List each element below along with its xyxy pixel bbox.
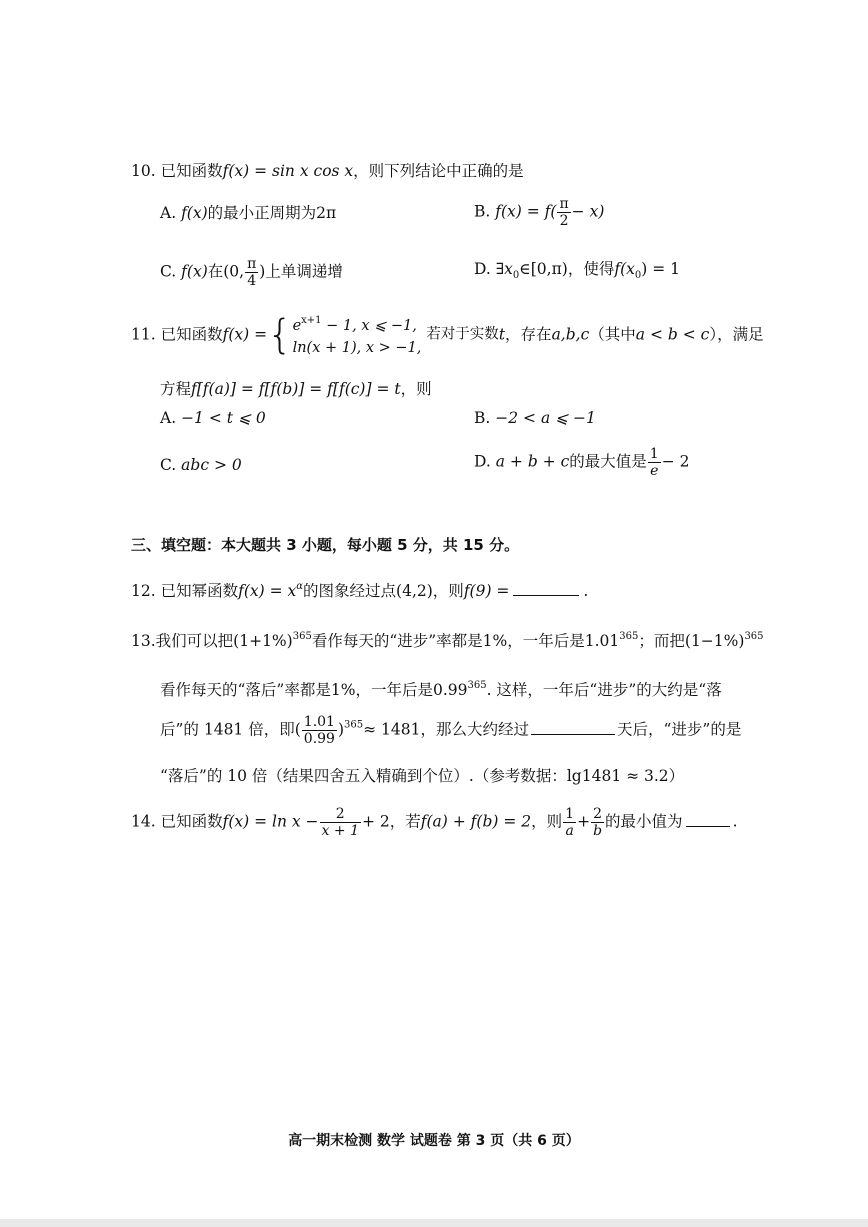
fraction-2 <box>563 806 576 839</box>
option-label: D. <box>474 260 491 278</box>
subscript: 0 <box>512 270 520 281</box>
superscript: α <box>296 581 304 592</box>
question-number: 13. <box>131 632 156 650</box>
option-math: −2 < a ⩽ −1 <box>495 409 596 427</box>
q14-text-2: + 2，若 <box>361 812 421 831</box>
piecewise-cases <box>293 310 422 359</box>
page-footer: 高一期末检测 数学 试题卷 第 3 页（共 6 页） <box>288 1133 580 1149</box>
superscript: 365 <box>744 631 764 642</box>
answer-blank[interactable] <box>686 812 730 827</box>
answer-blank[interactable] <box>513 581 579 596</box>
superscript: 365 <box>467 680 487 691</box>
option-math-2: f(x <box>614 260 635 278</box>
fraction <box>557 196 570 229</box>
fraction-3 <box>591 806 604 839</box>
option-text: 的最大值是 <box>569 452 647 471</box>
option-math-end: − 2 <box>661 452 690 471</box>
q12-text-3: ，则 <box>432 582 464 600</box>
fraction-numerator: 1.01 <box>303 714 335 730</box>
q11-equation: f[f(a)] = f[f(b)] = f[f(c)] = t <box>191 380 401 398</box>
q12-text-2: 的图象经过点 <box>303 582 397 600</box>
q14-function: f(x) = ln x − <box>222 812 319 831</box>
q13-expr-4: 0.99 <box>432 681 468 699</box>
q11-text: 已知函数 <box>160 325 223 344</box>
q10-stem <box>131 160 524 182</box>
option-text: ∈[0,π)，使得 <box>519 260 615 278</box>
q14 <box>131 806 738 839</box>
q13-text-7: ≈ 1481，那么大约经过 <box>363 720 529 739</box>
q11-option-b <box>474 407 596 429</box>
q13-text-6: 后”的 1481 倍，即 <box>160 720 295 739</box>
superscript: 365 <box>292 631 312 642</box>
superscript: 365 <box>619 631 639 642</box>
superscript: 365 <box>344 719 364 731</box>
q11-text-4: （其中 <box>589 325 636 344</box>
option-label: B. <box>474 409 491 427</box>
option-text-end: )上单调递增 <box>259 262 343 281</box>
q13-text-5: . 这样，一年后“进步”的大约是“落 <box>486 681 722 699</box>
q11-var-t: t <box>498 325 506 344</box>
answer-blank[interactable] <box>531 720 615 735</box>
q13-text: 我们可以把 <box>155 632 234 650</box>
option-math: f(x) <box>181 204 208 222</box>
q12-f9: f(9) = <box>463 582 510 600</box>
q10-option-d <box>474 258 680 287</box>
q10-function: f(x) = sin x cos x <box>222 162 354 180</box>
fraction-denominator: 4 <box>247 273 257 289</box>
q12-point: (4,2) <box>396 582 433 600</box>
fraction-denominator: 2 <box>559 213 569 229</box>
q12-text: 已知幂函数 <box>160 582 239 600</box>
question-number: 10. <box>131 162 156 180</box>
option-math: −1 < t ⩽ 0 <box>181 409 266 427</box>
plus-sign: + <box>577 812 591 831</box>
option-label: B. <box>474 202 491 221</box>
fraction <box>302 714 337 747</box>
q11-option-d <box>474 446 690 479</box>
q12 <box>131 576 588 602</box>
option-math: a + b + c <box>495 452 570 471</box>
fraction-numerator: 2 <box>320 806 361 823</box>
q11-text-6: 方程 <box>160 380 192 398</box>
fraction <box>245 256 258 289</box>
q13-text-8: 天后，“进步”的是 <box>617 720 742 739</box>
fraction-denominator: e <box>650 463 659 479</box>
q11-option-a <box>160 407 266 429</box>
option-text: 的最小正周期为2π <box>207 204 337 222</box>
q13-text-3: ；而把 <box>638 632 685 650</box>
fraction-denominator: a <box>565 823 574 839</box>
q14-condition: f(a) + f(b) = 2 <box>420 812 532 831</box>
fraction-denominator: 0.99 <box>303 731 335 747</box>
brace-icon: { <box>267 311 293 358</box>
question-number: 12. <box>131 582 156 600</box>
q14-end: . <box>732 812 738 831</box>
option-label: A. <box>160 409 177 427</box>
q12-function: f(x) = x <box>238 582 297 600</box>
q10-text: 已知函数 <box>160 162 223 180</box>
case-1: $e^{x+1} - 1$, x ⩽ −1, <box>292 315 417 334</box>
option-label: A. <box>160 204 177 222</box>
q11-text-3: ，存在 <box>505 325 552 344</box>
q10-option-a <box>160 202 336 224</box>
q13-expr-1: (1+1%) <box>233 632 293 650</box>
fraction-denominator: b <box>593 823 603 839</box>
fraction-numerator: π <box>247 256 257 272</box>
fraction <box>320 806 361 839</box>
q14-text-4: 的最小值为 <box>605 812 683 831</box>
q13-line4: “落后”的 10 倍（结果四舍五入精确到个位）.（参考数据：lg1481 ≈ 3.2） <box>160 767 685 785</box>
q11-text-2: 若对于实数 <box>426 326 499 343</box>
section-heading: 三、填空题：本大题共 3 小题，每小题 5 分，共 15 分。 <box>131 536 520 554</box>
q13-line2 <box>160 675 722 701</box>
q11-option-c <box>160 454 242 476</box>
fraction-denominator: x + 1 <box>321 823 359 839</box>
q13-expr-3: (1−1%) <box>684 632 745 650</box>
fraction-numerator: π <box>559 196 569 212</box>
q11-text-5: ），满足 <box>709 325 764 344</box>
option-math: ∃x <box>495 260 513 278</box>
option-math: f(x) <box>181 262 208 281</box>
scan-edge <box>0 1219 868 1227</box>
question-number: 14. <box>131 812 156 831</box>
q13-line1 <box>131 626 764 652</box>
q13-text-4: 看作每天的“落后”率都是1%，一年后是 <box>160 681 433 699</box>
q10-option-c <box>160 256 343 289</box>
q12-end: . <box>583 582 589 600</box>
q11-line2 <box>160 378 432 400</box>
fraction-numerator: 1 <box>565 806 575 822</box>
option-math-end: − x) <box>571 202 605 221</box>
q14-text: 已知函数 <box>160 812 223 831</box>
q11-text-7: ，则 <box>400 380 432 398</box>
fraction-numerator: 1 <box>649 446 659 462</box>
q11-stem <box>131 310 764 356</box>
question-number: 11. <box>131 325 156 344</box>
case-2: ln(x + 1), x > −1, <box>292 340 422 356</box>
option-math: abc > 0 <box>181 456 242 474</box>
option-text-end: ) = 1 <box>641 260 680 278</box>
q13-text-2: 看作每天的“进步”率都是1%，一年后是 <box>311 632 585 650</box>
option-label: C. <box>160 262 177 281</box>
option-text: 在(0, <box>207 262 245 281</box>
q13-line3: 后”的 1481 倍，即( $\frac{1.01}{0.99}$ )$^{365}$≈ 1481，那么大约经过 天后，“进步”的是 <box>160 714 742 747</box>
q13-expr-2: 1.01 <box>584 632 620 650</box>
q11-function: f(x) = <box>222 325 268 344</box>
q10-text-end: ，则下列结论中正确的是 <box>353 162 524 180</box>
q11-order: a < b < c <box>635 325 710 344</box>
q14-text-3: ，则 <box>531 812 563 831</box>
fraction-numerator: 2 <box>591 806 604 823</box>
piecewise-brace <box>267 311 293 358</box>
fraction <box>648 446 661 479</box>
subscript-2: 0 <box>634 270 642 281</box>
option-math: f(x) = f( <box>495 202 557 221</box>
option-label: C. <box>160 456 177 474</box>
option-label: D. <box>474 452 491 471</box>
q10-option-b <box>474 196 604 229</box>
q11-vars: a,b,c <box>551 325 590 344</box>
